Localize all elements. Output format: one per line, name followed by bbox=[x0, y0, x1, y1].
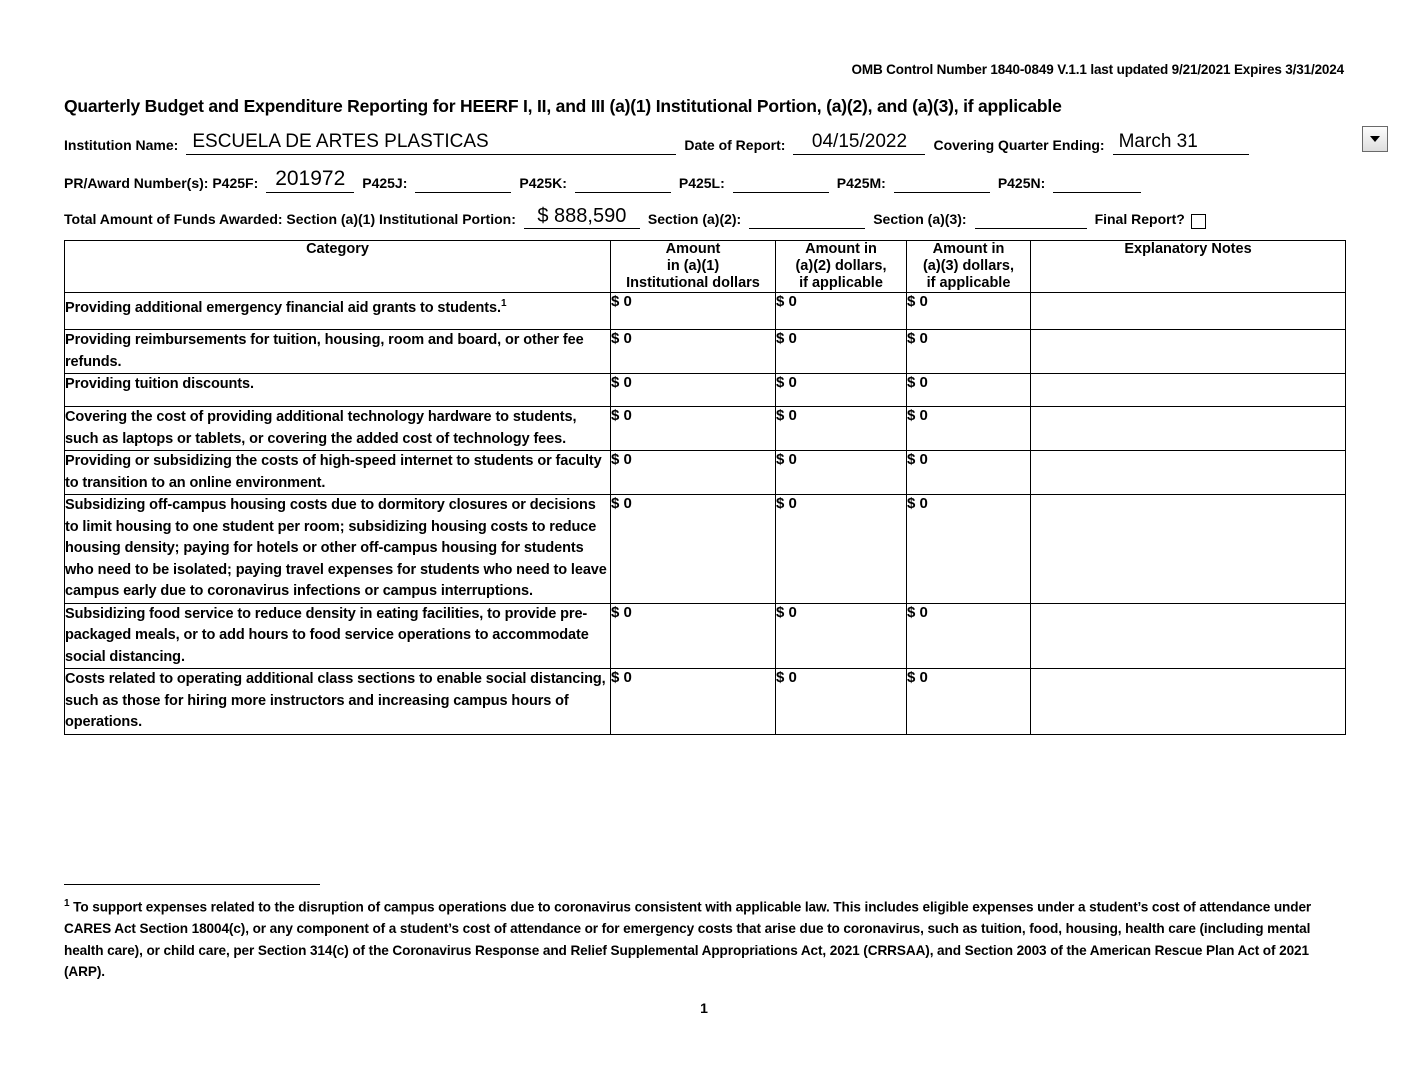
p425j-label: P425J: bbox=[362, 175, 408, 191]
row-a1-amount[interactable]: $ 0 bbox=[611, 374, 776, 407]
row-category: Providing tuition discounts. bbox=[65, 374, 611, 407]
table-row bbox=[65, 669, 1346, 735]
institution-name-value: ESCUELA DE ARTES PLASTICAS bbox=[192, 131, 489, 152]
p425k-field[interactable] bbox=[575, 170, 671, 193]
row-category: Providing additional emergency financial aid grants to students.$^1$ bbox=[65, 293, 611, 330]
row-category: Providing or subsidizing the costs of high-speed internet to students or faculty to transition to an online environment. bbox=[65, 451, 611, 495]
p425m-field[interactable] bbox=[894, 170, 990, 193]
date-of-report-field[interactable] bbox=[793, 132, 925, 155]
p425k-label: P425K: bbox=[519, 175, 567, 191]
column-header-a1-amount: Amount in (a)(1) Institutional dollars bbox=[611, 241, 776, 293]
row-a2-amount[interactable]: $ 0 bbox=[776, 495, 907, 604]
p425n-label: P425N: bbox=[997, 175, 1046, 191]
page-title: Quarterly Budget and Expenditure Reporting for HEERF I, II, and III (a)(1) Institutional Portion, (a)(2), and (a)(3), if applicable bbox=[64, 96, 1062, 116]
covering-quarter-value: March 31 bbox=[1118, 131, 1198, 152]
row-category: Costs related to operating additional class sections to enable social distancing, such as those for hiring more instructors and increasing campus hours of operations. bbox=[65, 669, 611, 735]
section-a3-label: Section (a)(3): bbox=[873, 211, 967, 227]
p425l-label: P425L: bbox=[678, 175, 725, 191]
pr-award-label: PR/Award Number(s): P425F: bbox=[64, 175, 259, 191]
final-report-checkbox[interactable] bbox=[1191, 214, 1206, 229]
table-header-row bbox=[65, 241, 1346, 293]
table-row bbox=[65, 374, 1346, 407]
omb-control-notice: OMB Control Number 1840-0849 V.1.1 last updated 9/21/2021 Expires 3/31/2024 bbox=[851, 62, 1344, 77]
p425j-field[interactable] bbox=[415, 170, 511, 193]
section-a2-label: Section (a)(2): bbox=[647, 211, 742, 227]
footnote-text bbox=[64, 893, 1347, 983]
row-notes[interactable] bbox=[1031, 407, 1346, 451]
row-notes[interactable] bbox=[1031, 374, 1346, 407]
row-a3-amount[interactable]: $ 0 bbox=[907, 603, 1031, 669]
column-header-explanatory-notes: Explanatory Notes bbox=[1031, 241, 1346, 293]
row-a1-amount[interactable]: $ 0 bbox=[611, 293, 776, 330]
row-notes[interactable] bbox=[1031, 603, 1346, 669]
date-of-report-value: 04/15/2022 bbox=[811, 131, 908, 152]
row-a1-amount[interactable]: $ 0 bbox=[611, 451, 776, 495]
form-line-pr-award bbox=[64, 167, 1141, 193]
row-a2-amount[interactable]: $ 0 bbox=[776, 293, 907, 330]
row-a3-amount[interactable]: $ 0 bbox=[907, 293, 1031, 330]
total-funds-field[interactable] bbox=[524, 206, 640, 229]
row-notes[interactable] bbox=[1031, 451, 1346, 495]
row-a2-amount[interactable]: $ 0 bbox=[776, 407, 907, 451]
p425f-value: 201972 bbox=[275, 167, 346, 190]
table-row bbox=[65, 603, 1346, 669]
expenditure-table bbox=[64, 240, 1346, 735]
date-of-report-label: Date of Report: bbox=[684, 137, 786, 153]
row-a3-amount[interactable]: $ 0 bbox=[907, 374, 1031, 407]
institution-name-field[interactable] bbox=[186, 132, 676, 155]
footnote-divider bbox=[64, 884, 320, 885]
section-a3-field[interactable] bbox=[975, 206, 1087, 229]
table-row bbox=[65, 407, 1346, 451]
column-header-a3-amount: Amount in (a)(3) dollars, if applicable bbox=[907, 241, 1031, 293]
row-notes[interactable] bbox=[1031, 495, 1346, 604]
row-category: Covering the cost of providing additional technology hardware to students, such as laptops or tablets, or covering the added cost of technology fees. bbox=[65, 407, 611, 451]
row-category: Subsidizing off-campus housing costs due to dormitory closures or decisions to limit housing to one student per room; subsidizing housing costs to reduce housing density; paying for hotels or other off-campus housing for students who need to be isolated; paying travel expenses for students who need to leave campus early due to coronavirus infections or campus interruptions. bbox=[65, 495, 611, 604]
column-header-a2-amount: Amount in (a)(2) dollars, if applicable bbox=[776, 241, 907, 293]
row-a3-amount[interactable]: $ 0 bbox=[907, 451, 1031, 495]
row-a1-amount[interactable]: $ 0 bbox=[611, 407, 776, 451]
total-funds-value: $ 888,590 bbox=[537, 205, 627, 227]
final-report-label: Final Report? bbox=[1094, 211, 1185, 227]
total-funds-label: Total Amount of Funds Awarded: Section (a)(1) Institutional Portion: bbox=[64, 211, 516, 227]
section-a2-field[interactable] bbox=[749, 206, 865, 229]
footnote-marker: 1 bbox=[500, 298, 507, 309]
row-notes[interactable] bbox=[1031, 330, 1346, 374]
table-row bbox=[65, 451, 1346, 495]
quarter-dropdown-button[interactable] bbox=[1362, 126, 1388, 152]
row-a2-amount[interactable]: $ 0 bbox=[776, 669, 907, 735]
table-row bbox=[65, 330, 1346, 374]
row-a3-amount[interactable]: $ 0 bbox=[907, 669, 1031, 735]
row-a1-amount[interactable]: $ 0 bbox=[611, 603, 776, 669]
chevron-down-icon bbox=[1370, 136, 1380, 142]
p425f-field[interactable] bbox=[266, 167, 354, 193]
institution-name-label: Institution Name: bbox=[64, 137, 179, 153]
row-a2-amount[interactable]: $ 0 bbox=[776, 374, 907, 407]
row-notes[interactable] bbox=[1031, 293, 1346, 330]
row-a2-amount[interactable]: $ 0 bbox=[776, 451, 907, 495]
row-category: Subsidizing food service to reduce density in eating facilities, to provide pre-packaged meals, or to add hours to food service operations to accommodate social distancing. bbox=[65, 603, 611, 669]
p425m-label: P425M: bbox=[836, 175, 886, 191]
p425l-field[interactable] bbox=[733, 170, 829, 193]
form-line-institution bbox=[64, 132, 1249, 155]
footnote-number: 1 bbox=[64, 898, 70, 909]
page-number: 1 bbox=[700, 1000, 708, 1016]
p425n-field[interactable] bbox=[1053, 170, 1141, 193]
row-category: Providing reimbursements for tuition, housing, room and board, or other fee refunds. bbox=[65, 330, 611, 374]
covering-quarter-field[interactable] bbox=[1113, 132, 1249, 155]
row-a3-amount[interactable]: $ 0 bbox=[907, 407, 1031, 451]
row-notes[interactable] bbox=[1031, 669, 1346, 735]
row-a2-amount[interactable]: $ 0 bbox=[776, 603, 907, 669]
row-a3-amount[interactable]: $ 0 bbox=[907, 495, 1031, 604]
column-header-category: Category bbox=[65, 241, 611, 293]
covering-quarter-label: Covering Quarter Ending: bbox=[933, 137, 1105, 153]
row-a3-amount[interactable]: $ 0 bbox=[907, 330, 1031, 374]
footnote-body: To support expenses related to the disruption of campus operations due to coronavirus consistent with applicable law. This includes eligible expenses under a student’s cost of attendance under CARES Act Section 18004(c), or any component of a student’s cost of attendance or for emergency costs that arise due to coronavirus, such as tuition, food, housing, health care (including mental health care), or child care, per Section 314(c) of the Coronavirus Response and Relief Supplemental Appropriations Act, 2021 (CRRSAA), and Section 2003 of the American Rescue Plan Act of 2021 (ARP). bbox=[64, 899, 1312, 980]
table-row bbox=[65, 495, 1346, 604]
row-a1-amount[interactable]: $ 0 bbox=[611, 669, 776, 735]
row-a1-amount[interactable]: $ 0 bbox=[611, 495, 776, 604]
row-a1-amount[interactable]: $ 0 bbox=[611, 330, 776, 374]
row-a2-amount[interactable]: $ 0 bbox=[776, 330, 907, 374]
form-line-totals bbox=[64, 206, 1206, 229]
table-row bbox=[65, 293, 1346, 330]
